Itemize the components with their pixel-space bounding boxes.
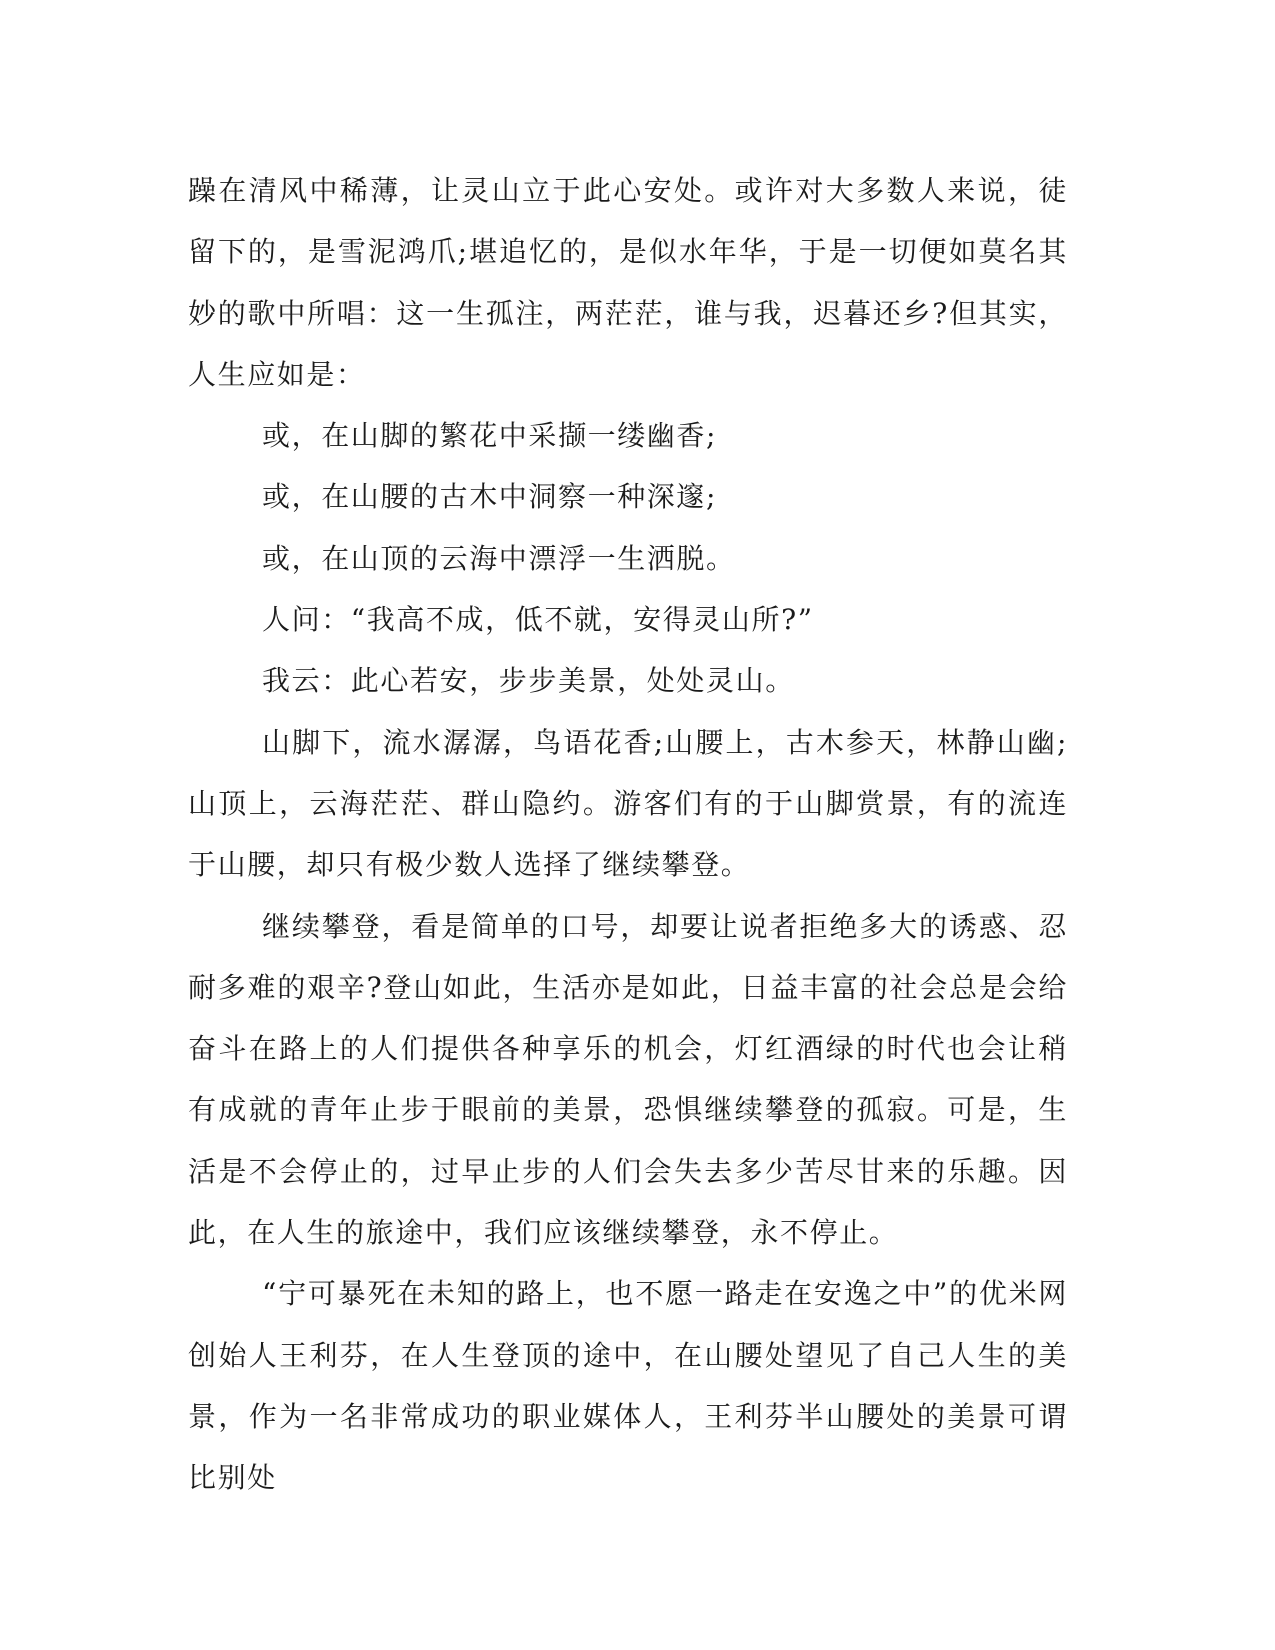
paragraph-5: 人问：“我高不成，低不就，安得灵山所?” [262,603,814,637]
paragraph-4: 或，在山顶的云海中漂浮一生洒脱。 [262,541,736,575]
paragraph-3: 或，在山腰的古木中洞察一种深邃; [262,480,718,514]
paragraph-1: 躁在清风中稀薄，让灵山立于此心安处。或许对大多数人来说，徒留下的，是雪泥鸿爪;堪追忆的，是似水年华，于是一切便如莫名其妙的歌中所唱：这一生孤注，两茫茫，谁与我，迟暮还乡?但其实，人生应如是： [188,174,1068,391]
document-body [188,160,1068,1509]
paragraph-9: “宁可暴死在未知的路上，也不愿一路走在安逸之中”的优米网创始人王利芬，在人生登顶的途中，在山腰处望见了自己人生的美景，作为一名非常成功的职业媒体人，王利芬半山腰处的美景可谓比别处 [188,1277,1068,1495]
paragraph-2: 或，在山脚的繁花中采撷一缕幽香; [262,419,718,453]
paragraph-7: 山脚下，流水潺潺，鸟语花香;山腰上，古木参天，林静山幽;山顶上，云海茫茫、群山隐约。游客们有的于山脚赏景，有的流连于山腰，却只有极少数人选择了继续攀登。 [188,725,1068,882]
paragraph-8: 继续攀登，看是简单的口号，却要让说者拒绝多大的诱惑、忍耐多难的艰辛?登山如此，生活亦是如此，日益丰富的社会总是会给奋斗在路上的人们提供各种享乐的机会，灯红酒绿的时代也会让稍有成就的青年止步于眼前的美景，恐惧继续攀登的孤寂。可是，生活是不会停止的，过早止步的人们会失去多少苦尽甘来的乐趣。因此，在人生的旅途中，我们应该继续攀登，永不停止。 [188,909,1068,1250]
paragraph-6: 我云：此心若安，步步美景，处处灵山。 [262,664,795,698]
